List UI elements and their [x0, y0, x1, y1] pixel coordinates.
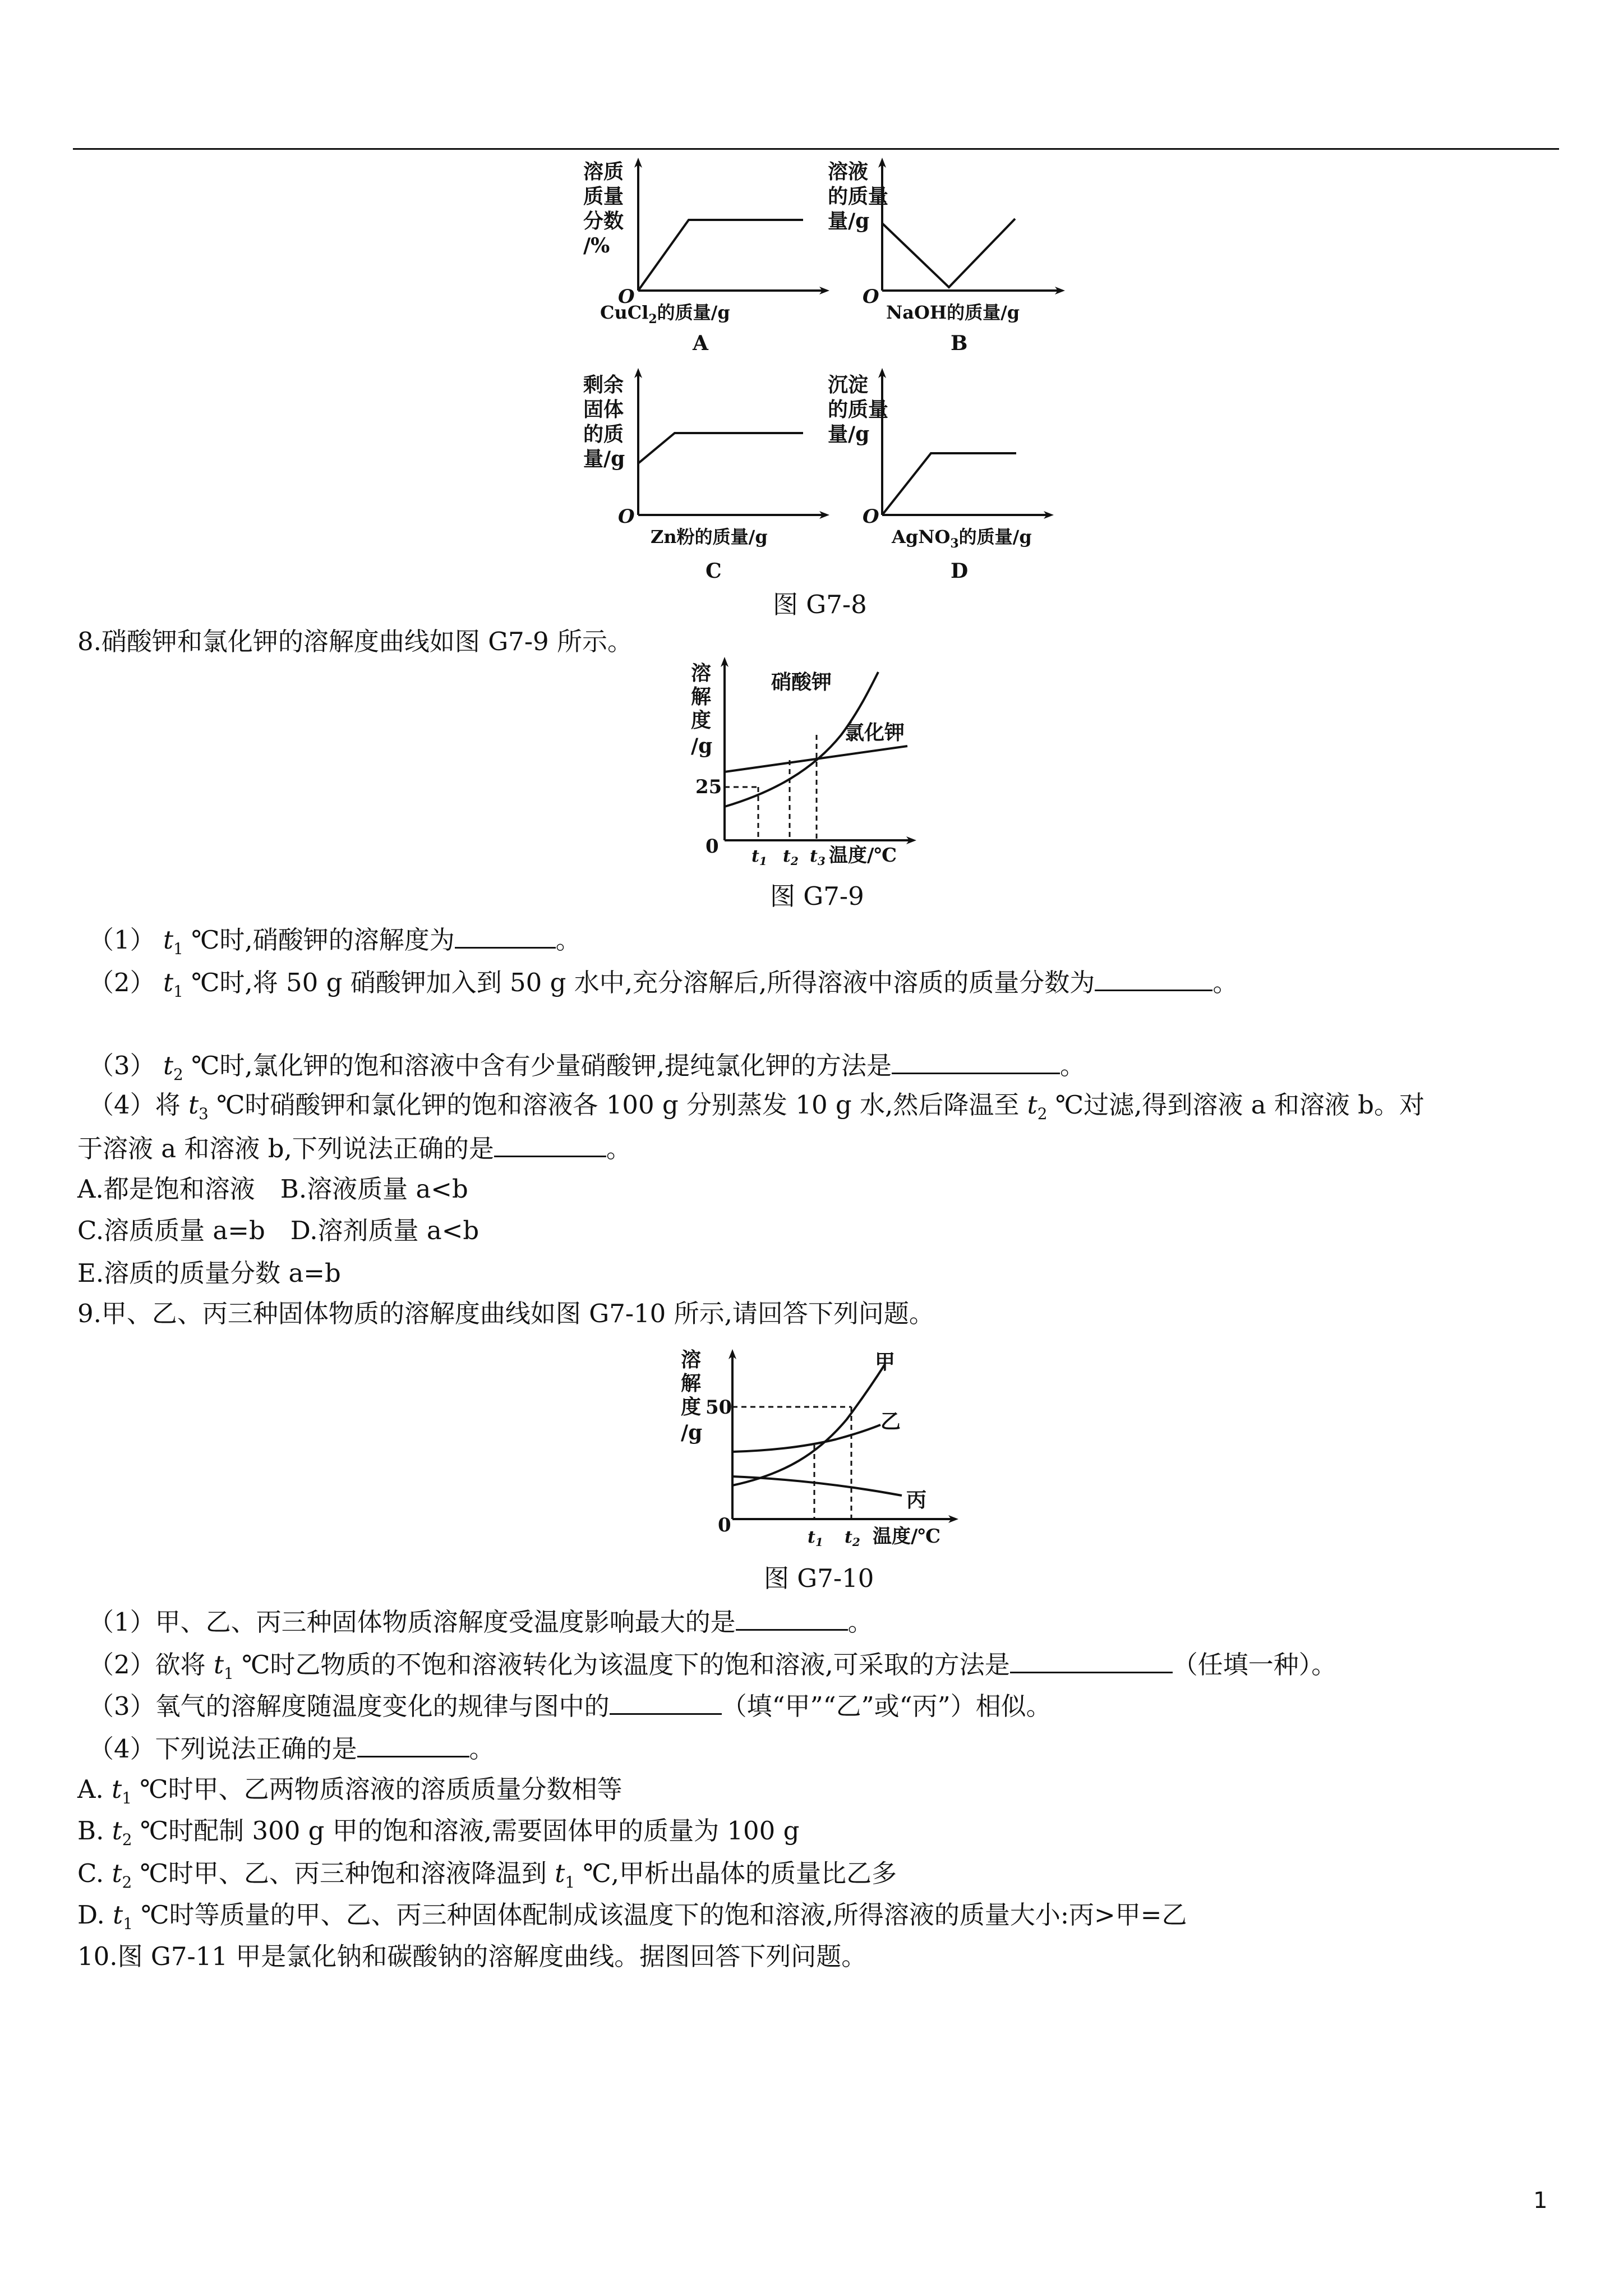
chart-a-origin: O — [618, 286, 635, 308]
chart-b — [828, 160, 1060, 355]
chart-d-ylabel-2: 的质量 — [828, 398, 889, 421]
g79-xtick-t3: $t_3$ — [810, 846, 826, 868]
chart-c-ylabel-1: 剩余 — [583, 373, 624, 397]
chart-b-ylabel-3: 量/g — [828, 209, 870, 233]
figure-g7-9-caption: 图 G7-9 — [770, 881, 864, 911]
chart-d-ylabel-1: 沉淀 — [828, 373, 869, 397]
chart-c-letter: C — [706, 559, 722, 583]
q9-sub1: （1）甲、乙、丙三种固体物质溶解度受温度影响最大的是 。 — [89, 1603, 873, 1639]
figure-g7-8 — [0, 0, 1623, 606]
g79-series-kcl-label: 氯化钾 — [844, 721, 905, 744]
g79-ytick-25: 25 — [695, 776, 722, 798]
chart-b-xlabel: NaOH的质量/g — [886, 302, 1020, 323]
q9-sub3-blank[interactable] — [610, 1687, 722, 1715]
q10-title: 10.图 G7-11 甲是氯化钠和碳酸钠的溶解度曲线。据图回答下列问题。 — [77, 1941, 867, 1971]
chart-d — [828, 373, 1049, 583]
g79-ylabel-2: 解 — [691, 685, 712, 708]
q9-sub4: （4）下列说法正确的是 。 — [89, 1730, 495, 1766]
q8-option-e: E.溶质的质量分数 a=b — [77, 1258, 341, 1288]
g79-ylabel-3: 度 — [691, 708, 712, 732]
chart-a-ylabel-3: 分数 — [583, 209, 624, 233]
q9-option-b: B. $t_2$ ℃时配制 300 g 甲的饱和溶液,需要固体甲的质量为 100 g — [77, 1816, 800, 1849]
g710-origin: 0 — [718, 1514, 731, 1536]
q9-sub1-blank[interactable] — [736, 1603, 848, 1631]
chart-d-curve — [882, 453, 1016, 515]
chart-d-origin: O — [863, 505, 879, 528]
g79-xtick-t2: $t_2$ — [783, 846, 799, 868]
g710-series-bing-label: 丙 — [906, 1488, 927, 1512]
g710-xtick-t2: $t_2$ — [845, 1527, 860, 1549]
chart-a-curve — [638, 220, 803, 291]
q8-sub1-blank[interactable] — [455, 921, 556, 949]
q8-sub2-blank[interactable] — [1095, 964, 1212, 991]
q8-sub4-line2: 于溶液 a 和溶液 b,下列说法正确的是 。 — [77, 1130, 631, 1166]
q8-title: 8.硝酸钾和氯化钾的溶解度曲线如图 G7-9 所示。 — [77, 627, 633, 656]
g710-ylabel-2: 解 — [681, 1372, 702, 1395]
g79-ylabel-4: /g — [691, 734, 713, 758]
g710-ylabel-1: 溶 — [681, 1348, 702, 1372]
q9-sub2: （2）欲将 $t_1$ ℃时乙物质的不饱和溶液转化为该温度下的饱和溶液,可采取的方法是 （任填一种）。 — [89, 1646, 1336, 1691]
chart-b-origin: O — [863, 286, 879, 308]
q8-sub4-blank[interactable] — [494, 1130, 606, 1157]
g79-xlabel: 温度/℃ — [829, 844, 897, 867]
q8-sub1: （1） $t_1$ ℃时,硝酸钾的溶解度为 。 — [89, 921, 581, 966]
q8-sub3-blank[interactable] — [892, 1047, 1060, 1074]
q9-sub3: （3）氧气的溶解度随温度变化的规律与图中的 （填“甲”“乙”或“丙”）相似。 — [89, 1687, 1052, 1723]
g710-ytick-50: 50 — [706, 1396, 732, 1419]
q9-sub4-blank[interactable] — [357, 1730, 469, 1757]
page-number: 1 — [1533, 2188, 1548, 2214]
q9-option-c: C. $t_2$ ℃时甲、乙、丙三种饱和溶液降温到 $t_1$ ℃,甲析出晶体的质量比乙多 — [77, 1858, 897, 1892]
chart-b-letter: B — [951, 332, 968, 355]
q9-sub2-blank[interactable] — [1010, 1646, 1173, 1673]
figure-g7-8-caption: 图 G7-8 — [773, 590, 867, 619]
chart-c-curve — [638, 433, 803, 463]
chart-a-letter: A — [693, 332, 708, 355]
chart-a — [583, 160, 824, 355]
chart-a-ylabel-1: 溶质 — [583, 160, 624, 183]
q8-options-ab: A.都是饱和溶液 B.溶液质量 a<b — [77, 1174, 468, 1204]
g710-series-jia-label: 甲 — [875, 1350, 896, 1374]
chart-d-ylabel-3: 量/g — [828, 422, 870, 446]
g79-ylabel-1: 溶 — [691, 661, 712, 685]
q9-title: 9.甲、乙、丙三种固体物质的溶解度曲线如图 G7-10 所示,请回答下列问题。 — [77, 1299, 934, 1328]
g710-curve-jia — [732, 1364, 885, 1485]
q8-sub4-line1: （4）将 $t_3$ ℃时硝酸钾和氯化钾的饱和溶液各 100 g 分别蒸发 10 g 水,然后降温至 $t_2$ ℃过滤,得到溶液 a 和溶液 b。对 — [89, 1090, 1424, 1123]
g79-series-kno3-label: 硝酸钾 — [771, 670, 832, 694]
chart-b-ylabel-1: 溶液 — [828, 160, 869, 183]
chart-a-ylabel-4: /% — [583, 234, 610, 257]
chart-b-curve — [882, 219, 1015, 287]
chart-a-ylabel-2: 质量 — [583, 185, 624, 208]
chart-d-letter: D — [951, 559, 969, 583]
chart-c-ylabel-2: 固体 — [583, 398, 624, 421]
figure-g7-10-caption: 图 G7-10 — [764, 1563, 874, 1593]
chart-c-ylabel-3: 的质 — [583, 422, 624, 446]
g710-xlabel: 温度/℃ — [873, 1525, 941, 1548]
g710-ylabel-3: 度 — [681, 1395, 702, 1419]
chart-d-xlabel: AgNO$_3$的质量/g — [892, 526, 1032, 551]
chart-a-xlabel: CuCl$_2$的质量/g — [600, 302, 730, 326]
g710-ylabel-4: /g — [681, 1421, 703, 1444]
g710-curve-yi — [732, 1425, 880, 1452]
q9-option-a: A. $t_1$ ℃时甲、乙两物质溶液的溶质质量分数相等 — [77, 1774, 623, 1807]
chart-b-ylabel-2: 的质量 — [828, 185, 889, 208]
chart-c-origin: O — [618, 505, 635, 528]
q8-options-cd: C.溶质质量 a=b D.溶剂质量 a<b — [77, 1216, 479, 1245]
g79-curve-kcl — [725, 746, 907, 772]
chart-c — [583, 373, 824, 583]
g710-xtick-t1: $t_1$ — [808, 1527, 823, 1549]
q8-sub2: （2） $t_1$ ℃时,将 50 g 硝酸钾加入到 50 g 水中,充分溶解后,所得溶液中溶质的质量分数为 。 — [89, 964, 1238, 1009]
q9-option-d: D. $t_1$ ℃时等质量的甲、乙、丙三种固体配制成该温度下的饱和溶液,所得溶液的质量大小:丙>甲=乙 — [77, 1900, 1187, 1933]
chart-c-ylabel-4: 量/g — [583, 447, 625, 471]
q8-sub3: （3） $t_2$ ℃时,氯化钾的饱和溶液中含有少量硝酸钾,提纯氯化钾的方法是 。 — [89, 1047, 1085, 1092]
g710-series-yi-label: 乙 — [880, 1410, 901, 1433]
figure-g7-10 — [0, 1329, 1623, 1588]
chart-c-xlabel: Zn粉的质量/g — [651, 526, 768, 547]
g79-xtick-t1: $t_1$ — [751, 846, 767, 868]
g79-origin: 0 — [706, 835, 719, 858]
